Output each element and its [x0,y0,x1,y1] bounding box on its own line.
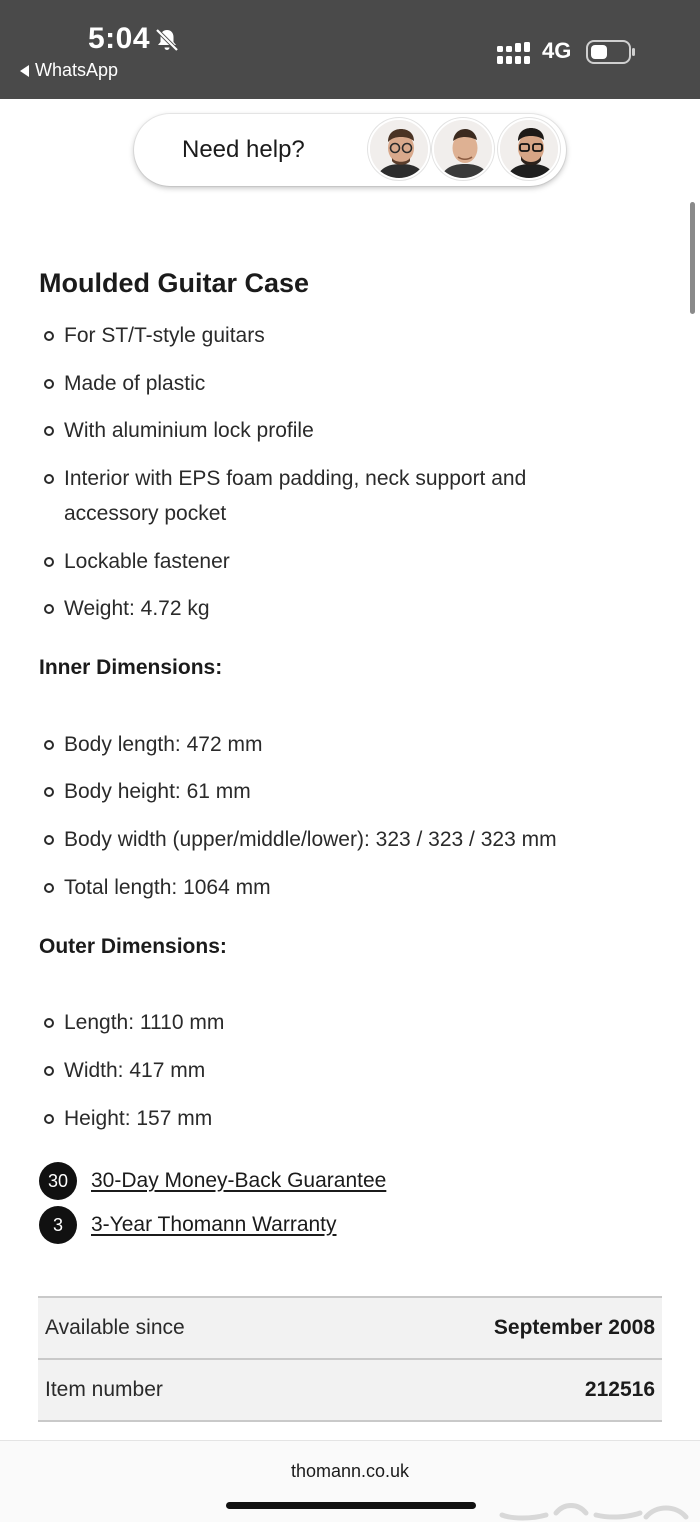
feature-text: Made of plastic [64,372,206,395]
list-item [44,413,644,448]
bullet-icon [44,1018,54,1028]
status-bar [0,0,700,99]
available-since-label: Available since [45,1316,185,1339]
need-help-label: Need help? [182,136,305,163]
dimension-text: Body width (upper/middle/lower): 323 / 323 / 323 mm [64,828,557,851]
list-item [44,366,644,401]
bell-slash-icon [154,27,180,53]
scrollbar-thumb[interactable] [690,202,695,314]
dimension-text: Height: 157 mm [64,1107,213,1130]
network-type: 4G [542,38,572,63]
home-indicator[interactable] [226,1502,476,1509]
back-app-label: WhatsApp [35,60,119,80]
inner-dimensions-heading: Inner Dimensions: [39,656,223,679]
money-back-guarantee-row [39,1162,386,1200]
table-row [38,1360,662,1422]
browser-address-bar[interactable] [0,1440,700,1522]
bullet-icon [44,787,54,797]
dimension-text: Length: 1110 mm [64,1011,225,1034]
list-item [44,1005,644,1040]
battery-icon [586,40,636,64]
need-help-button[interactable] [134,114,566,186]
bullet-icon [44,740,54,750]
guarantee-badge: 30 [39,1162,77,1200]
haraj-watermark-logo [496,1493,692,1522]
list-item [44,822,644,857]
list-item [44,727,644,762]
list-item [44,544,644,579]
list-item [44,591,644,626]
money-back-guarantee-link[interactable]: 30-Day Money-Back Guarantee [91,1169,387,1192]
list-item [44,318,644,353]
signal-icon [497,42,533,66]
bullet-icon [44,426,54,436]
available-since-value: September 2008 [493,1316,655,1339]
list-item [44,1053,644,1088]
feature-text: Weight: 4.72 kg [64,597,210,620]
feature-text: Interior with EPS foam padding, neck support and accessory pocket [64,467,527,525]
dimension-text: Body length: 472 mm [64,733,263,756]
feature-text: Lockable fastener [64,550,230,573]
bullet-icon [44,474,54,484]
dimension-text: Width: 417 mm [64,1059,206,1082]
bullet-icon [44,557,54,567]
bullet-icon [44,835,54,845]
avatar [498,118,560,180]
list-item [44,774,644,809]
bullet-icon [44,604,54,614]
person-icon [434,120,494,180]
avatar [368,118,430,180]
list-item [44,870,644,905]
person-icon [500,120,560,180]
feature-text: For ST/T-style guitars [64,324,265,347]
product-info-table [38,1296,662,1422]
avatar [432,118,494,180]
bullet-icon [44,1066,54,1076]
outer-dimensions-heading: Outer Dimensions: [39,935,227,958]
back-triangle-icon [20,65,29,77]
list-item [44,1101,644,1136]
bullet-icon [44,379,54,389]
product-title: Moulded Guitar Case [39,268,310,298]
bullet-icon [44,1114,54,1124]
dimension-text: Body height: 61 mm [64,780,251,803]
table-row [38,1298,662,1360]
status-time: 5:04 [88,22,151,55]
back-to-app-button[interactable] [20,60,118,81]
item-number-label: Item number [45,1378,163,1401]
warranty-badge: 3 [39,1206,77,1244]
bullet-icon [44,331,54,341]
item-number-value: 212516 [584,1378,655,1401]
dimension-text: Total length: 1064 mm [64,876,271,899]
person-icon [370,120,430,180]
warranty-link[interactable]: 3-Year Thomann Warranty [91,1213,337,1236]
bullet-icon [44,883,54,893]
feature-text: With aluminium lock profile [64,419,314,442]
warranty-row [39,1206,337,1244]
url-text: thomann.co.uk [290,1461,410,1481]
list-item [44,461,584,531]
